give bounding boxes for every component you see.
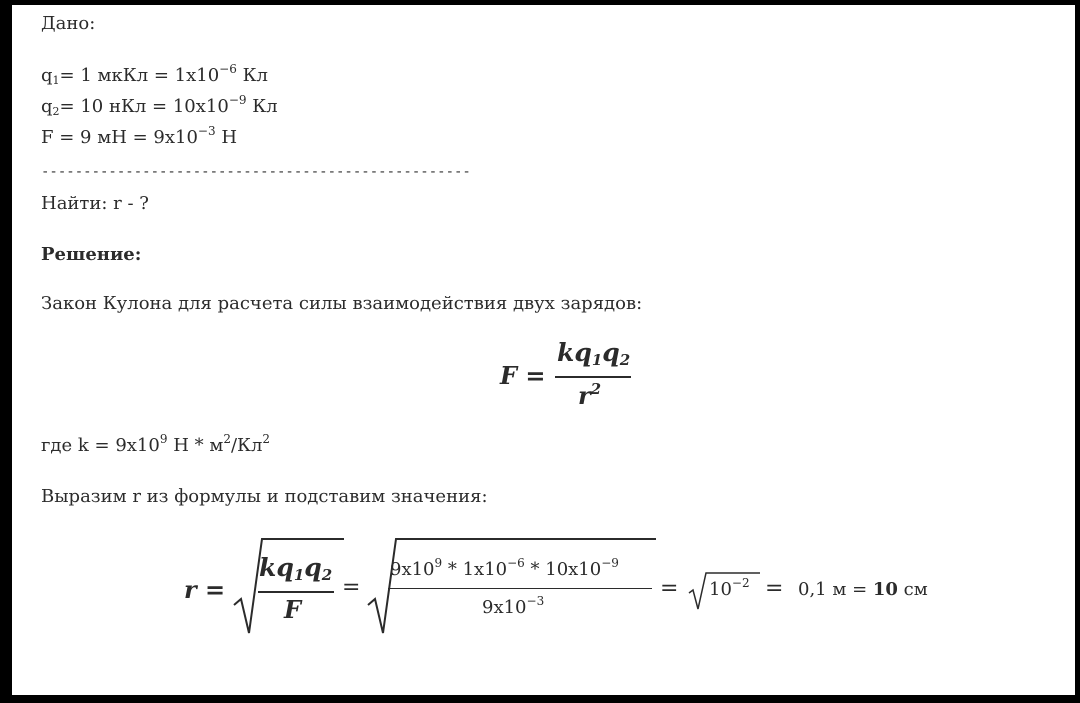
sqrt-symbol-2 [366,537,658,637]
result-sqrt-value: $10^{-2}$ [709,576,750,600]
formula-lhs: F = [500,361,546,390]
result-inner-denominator: F [284,595,302,624]
formula-denominator: $r^2$ [578,380,602,410]
result-numerator-values: $9x10^9 * 1x10^{-6} * 10x10^{-9}$ [390,556,619,580]
result-denominator-values: $9x10^{-3}$ [482,594,545,618]
result-final: 0,1 м = 10 см [798,579,928,600]
result-inner-numerator: $kq_1q_2$ [259,553,333,584]
result-equals-3: = [765,576,784,601]
result-lhs: r = [184,575,226,604]
result-equals-1: = [342,575,361,600]
find-statement: Найти: r - ? [41,193,149,214]
coulomb-law-text: Закон Кулона для расчета силы взаимодействия двух зарядов: [41,293,643,314]
express-r-text: Выразим r из формулы и подставим значения: [41,486,488,507]
result-inner-fraction-bar [258,591,334,593]
solution-title: Решение: [41,244,142,265]
solution-document [12,5,1075,695]
formula-fraction-bar [555,376,631,378]
given-title: Дано: [41,13,96,34]
final-answer-value: 10 [872,579,898,600]
given-force: F = 9 мН = $9x10^{-3}$ Н [41,124,238,148]
result-equals-2: = [660,576,679,601]
given-q1: $q_1= 1$ мкКл = $1x10^{-6}$ Кл [41,62,268,87]
formula-numerator: $kq_1q_2$ [557,338,631,369]
separator-line: --------------------------------------------------- [41,164,471,180]
result-fraction-bar [388,588,652,589]
given-q2: $q_2= 10$ нКл = $10x10^{-9}$ Кл [41,93,278,118]
k-constant: где $k = 9x10^9$ Н * $м^2/Кл^2$ [41,432,271,456]
